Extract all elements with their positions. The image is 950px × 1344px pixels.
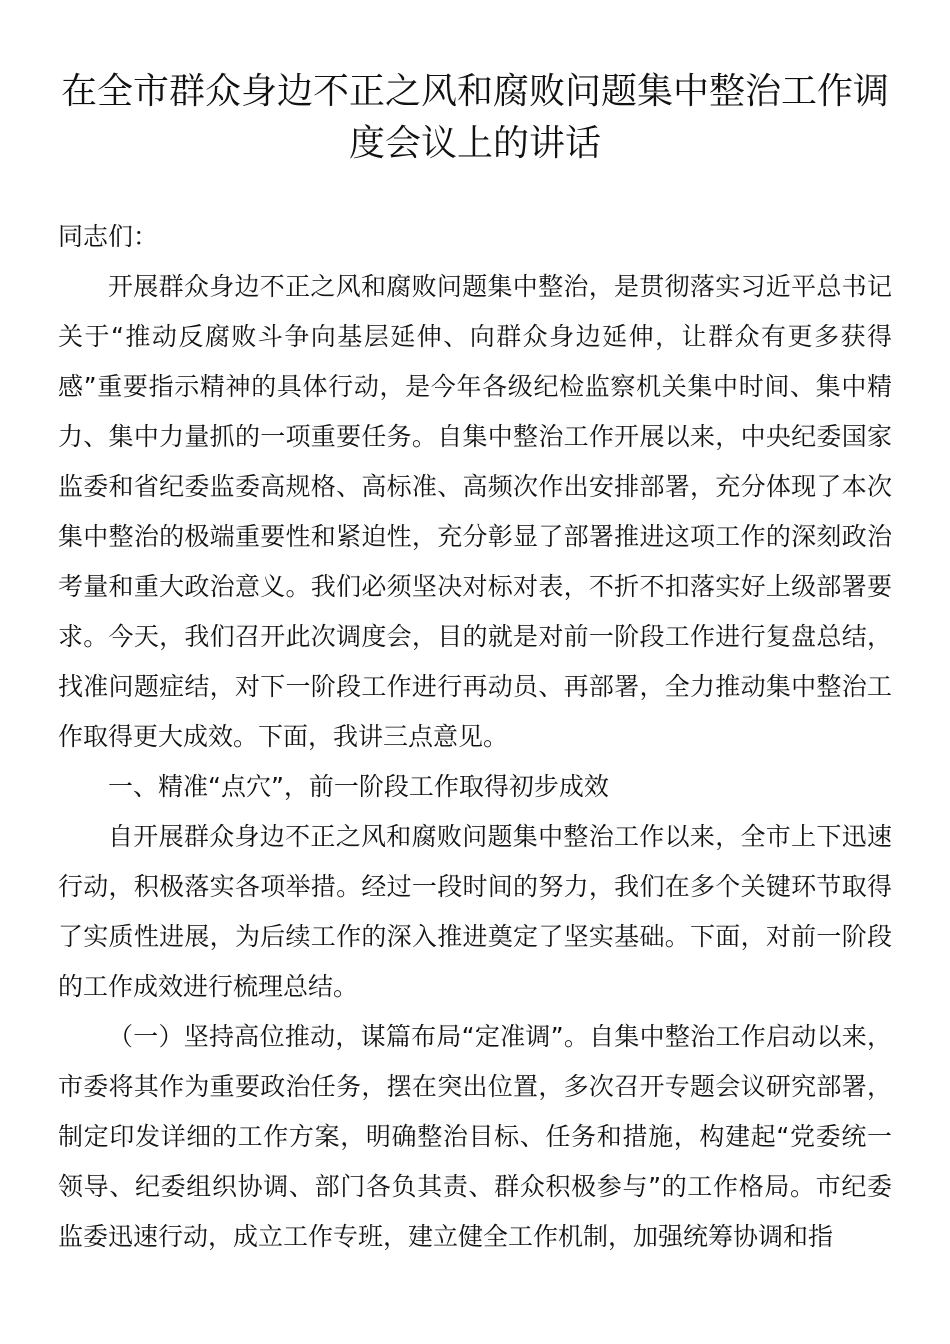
section-heading-1: 一、精准“点穴”，前一阶段工作取得初步成效	[108, 772, 609, 801]
paragraph-intro: 开展群众身边不正之风和腐败问题集中整治，是贯彻落实习近平总书记关于“推动反腐败斗争向基层延伸、向群众身边延伸，让群众有更多获得感”重要指示精神的具体行动，是今年各级纪检监察机关集中时间、集中精力、集中力量抓的一项重要任务。自集中整治工作开展以来，中央纪委国家监委和省纪委监委高规格、高标准、高频次作出安排部署，充分体现了本次集中整治的极端重要性和紧迫性，充分彰显了部署推进这项工作的深刻政治考量和重大政治意义。我们必须坚决对标对表，不折不扣落实好上级部署要求。今天，我们召开此次调度会，目的就是对前一阶段工作进行复盘总结，找准问题症结，对下一阶段工作进行再动员、再部署，全力推动集中整治工作取得更大成效。下面，我讲三点意见。	[58, 272, 892, 751]
paragraph-section-1: 自开展群众身边不正之风和腐败问题集中整治工作以来，全市上下迅速行动，积极落实各项举措。经过一段时间的努力，我们在多个关键环节取得了实质性进展，为后续工作的深入推进奠定了坚实基础。下面，对前一阶段的工作成效进行梳理总结。	[58, 822, 892, 1001]
salutation: 同志们：	[58, 222, 159, 251]
paragraph-subsection-1: （一）坚持高位推动，谋篇布局“定准调”。自集中整治工作启动以来，市委将其作为重要政治任务，摆在突出位置，多次召开专题会议研究部署，制定印发详细的工作方案，明确整治目标、任务和措施，构建起“党委统一领导、纪委组织协调、部门各负其责、群众积极参与”的工作格局。市纪委监委迅速行动，成立工作专班，建立健全工作机制，加强统筹协调和指	[58, 1022, 892, 1251]
document-body	[58, 212, 892, 1262]
document-title: 在全市群众身边不正之风和腐败问题集中整治工作调度会议上的讲话	[60, 71, 889, 164]
